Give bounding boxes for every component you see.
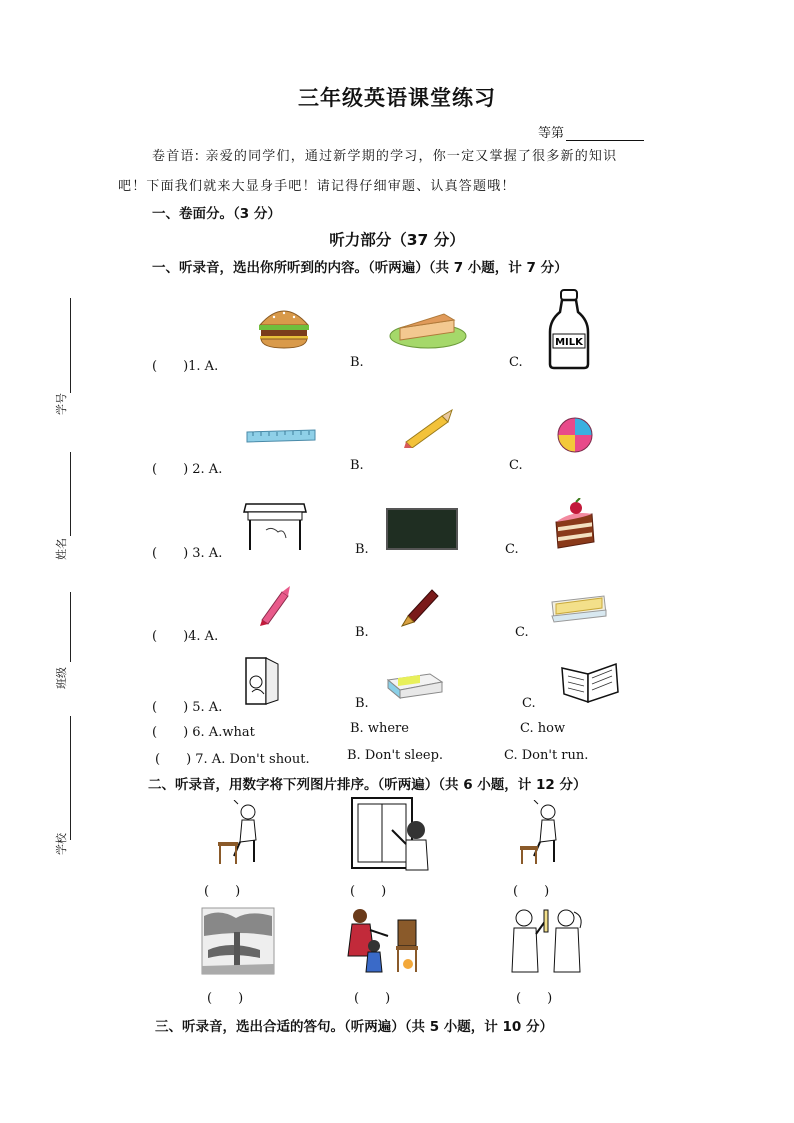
intro-line-1: 卷首语: 亲爱的同学们，通过新学期的学习，你一定又掌握了很多新的知识: [152, 149, 618, 164]
margin-line: [70, 716, 71, 840]
question-2-option-b: B.: [350, 458, 364, 473]
grade-field: [538, 122, 644, 141]
part2-heading: 二、听录音，用数字将下列图片排序。（听两遍）（共 6 小题，计 12 分）: [148, 777, 587, 793]
answer-blank[interactable]: ( ): [204, 884, 241, 899]
question-1-label: ( )1. A.: [152, 359, 219, 374]
question-6-option-c: C. how: [520, 721, 566, 736]
part1-heading: 一、听录音，选出你所听到的内容。（听两遍）（共 7 小题，计 7 分）: [152, 260, 568, 276]
margin-student-id: 学号: [55, 393, 68, 415]
pencil-icon: [402, 408, 454, 448]
margin-line: [70, 452, 71, 536]
tree-animal-picture: [200, 906, 276, 976]
question-6-option-b: B. where: [350, 721, 409, 736]
question-2-option-c: C.: [509, 458, 523, 473]
cake-slice-icon: [388, 306, 468, 350]
grade-label: 等第: [538, 126, 565, 141]
question-7-option-c: C. Don't run.: [504, 748, 589, 763]
teacher-child-picture: [338, 906, 430, 976]
margin-school: 学校: [55, 833, 68, 855]
margin-class: 班级: [55, 667, 68, 689]
sit-down-picture: [214, 800, 270, 866]
answer-blank[interactable]: ( ): [350, 884, 387, 899]
question-3-option-c: C.: [505, 542, 519, 557]
pencil-case-icon: [548, 588, 610, 624]
listening-title: 听力部分（37 分）: [329, 231, 465, 249]
milk-bottle-icon: [548, 288, 590, 370]
question-2-label: ( ) 2. A.: [152, 462, 223, 477]
question-3-option-b: B.: [355, 542, 369, 557]
margin-line: [70, 298, 71, 393]
answer-blank[interactable]: ( ): [354, 991, 391, 1006]
open-door-icon: [240, 656, 284, 708]
pen-icon: [398, 584, 442, 628]
crayon-icon: [256, 586, 292, 626]
question-5-label: ( ) 5. A.: [152, 700, 223, 715]
intro-line-2: 吧！下面我们就来大显身手吧！请记得仔细审题、认真答题哦！: [118, 179, 516, 194]
question-4-option-c: C.: [515, 625, 529, 640]
question-5-option-b: B.: [355, 696, 369, 711]
margin-name: 姓名: [55, 538, 68, 560]
question-5-option-c: C.: [522, 696, 536, 711]
open-window-picture: [348, 796, 432, 872]
question-4-option-b: B.: [355, 625, 369, 640]
answer-blank[interactable]: ( ): [516, 991, 553, 1006]
question-1-option-c: C.: [509, 355, 523, 370]
part3-heading: 三、听录音，选出合适的答句。（听两遍）（共 5 小题，计 10 分）: [155, 1019, 553, 1035]
desk-icon: [242, 500, 308, 552]
question-6-label: ( ) 6. A.what: [152, 725, 255, 740]
question-3-label: ( ) 3. A.: [152, 546, 223, 561]
two-children-picture: [504, 906, 588, 974]
question-7-option-b: B. Don't sleep.: [347, 748, 444, 763]
question-4-label: ( )4. A.: [152, 629, 219, 644]
page-title: 三年级英语课堂练习: [298, 86, 496, 110]
ruler-icon: [245, 428, 317, 444]
hamburger-icon: [256, 303, 312, 351]
stand-up-picture: [518, 800, 574, 866]
section-one-heading: 一、卷面分。（3 分）: [152, 206, 281, 222]
grade-blank[interactable]: [566, 128, 644, 141]
answer-blank[interactable]: ( ): [513, 884, 550, 899]
open-book-icon: [558, 654, 622, 706]
question-7-label: ( ) 7. A. Don't shout.: [155, 752, 310, 767]
answer-blank[interactable]: ( ): [207, 991, 244, 1006]
question-1-option-b: B.: [350, 355, 364, 370]
blackboard-icon: [386, 508, 458, 550]
margin-line: [70, 592, 71, 662]
eraser-icon: [384, 670, 446, 700]
cake-icon: [552, 498, 598, 552]
milk-label: MILK: [555, 337, 583, 348]
ball-icon: [556, 416, 594, 454]
